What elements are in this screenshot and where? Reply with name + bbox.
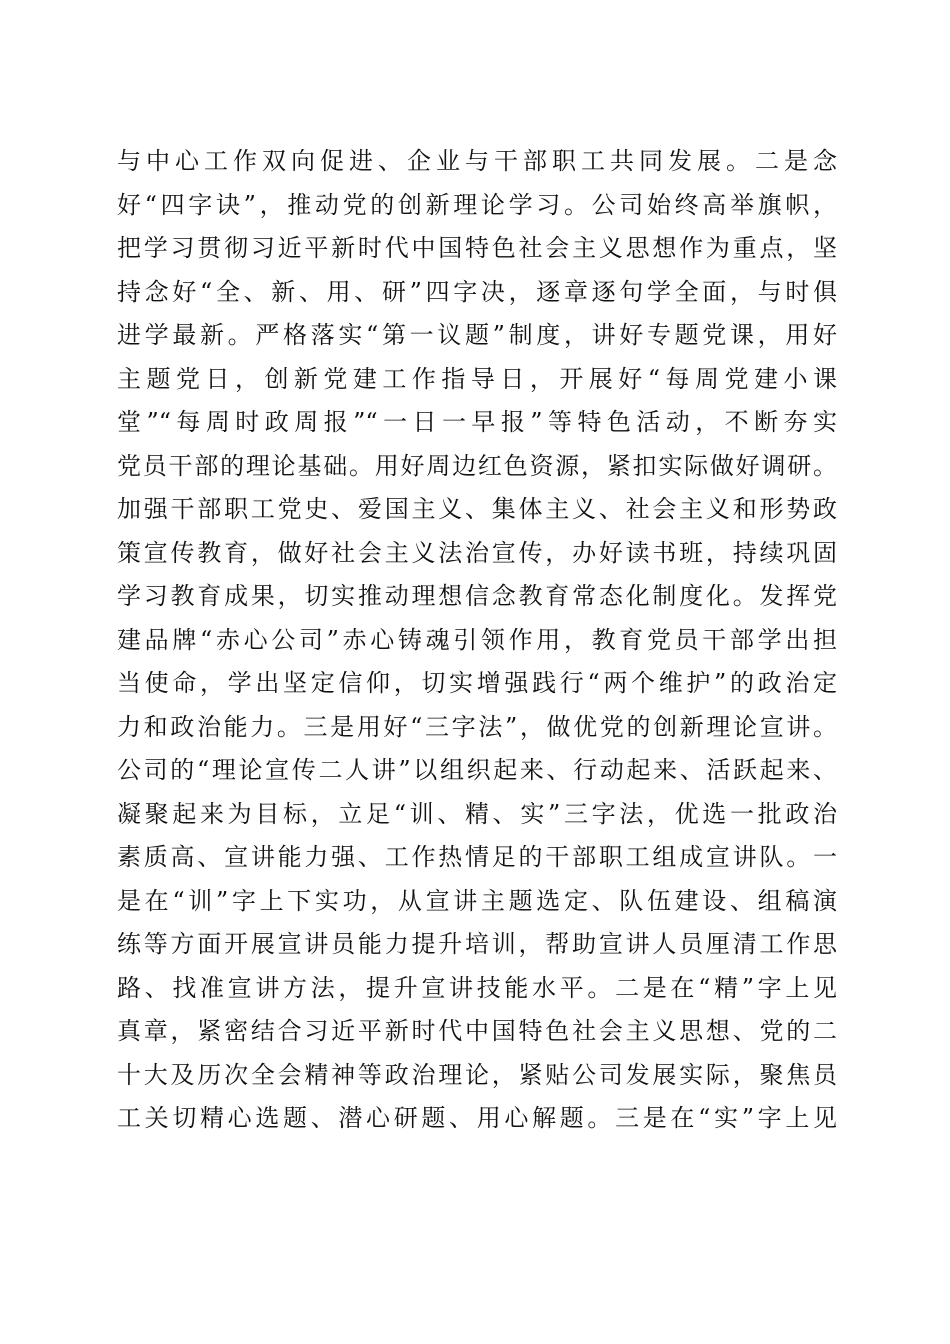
text-line: 力和政治能力。三是用好“三字法”，做优党的创新理论宣讲。 bbox=[117, 712, 837, 741]
text-line: 凝聚起来为目标，立足“训、精、实”三字法，优选一批政治 bbox=[117, 799, 837, 828]
text-line: 主题党日，创新党建工作指导日，开展好“每周党建小课 bbox=[117, 364, 837, 393]
text-line: 素质高、宣讲能力强、工作热情足的干部职工组成宣讲队。一 bbox=[117, 843, 837, 871]
text-line: 持念好“全、新、用、研”四字决，逐章逐句学全面，与时俱 bbox=[117, 277, 837, 306]
text-line: 与中心工作双向促进、企业与干部职工共同发展。二是念 bbox=[117, 147, 837, 175]
text-line: 十大及历次全会精神等政治理论，紧贴公司发展实际，聚焦员 bbox=[117, 1060, 837, 1089]
text-line: 真章，紧密结合习近平新时代中国特色社会主义思想、党的二 bbox=[117, 1017, 837, 1045]
text-line: 是在“训”字上下实功，从宣讲主题选定、队伍建设、组稿演 bbox=[117, 886, 837, 915]
text-line: 党员干部的理论基础。用好周边红色资源，紧扣实际做好调研。 bbox=[117, 451, 837, 480]
text-line: 建品牌“赤心公司”赤心铸魂引领作用，教育党员干部学出担 bbox=[117, 625, 837, 654]
text-line: 当使命，学出坚定信仰，切实增强践行“两个维护”的政治定 bbox=[117, 669, 837, 697]
text-line: 路、找准宣讲方法，提升宣讲技能水平。二是在“精”字上见 bbox=[117, 973, 837, 1002]
text-line: 公司的“理论宣传二人讲”以组织起来、行动起来、活跃起来、 bbox=[117, 756, 837, 784]
text-line: 学习教育成果，切实推动理想信念教育常态化制度化。发挥党 bbox=[117, 582, 837, 610]
text-line: 堂”“每周时政周报”“一日一早报”等特色活动，不断夯实 bbox=[117, 408, 837, 436]
text-line: 进学最新。严格落实“第一议题”制度，讲好专题党课，用好 bbox=[117, 321, 837, 349]
text-line: 练等方面开展宣讲员能力提升培训，帮助宣讲人员厘清工作思 bbox=[117, 930, 837, 958]
text-line: 把学习贯彻习近平新时代中国特色社会主义思想作为重点，坚 bbox=[117, 234, 837, 262]
body-paragraph bbox=[117, 140, 837, 1141]
text-line: 策宣传教育，做好社会主义法治宣传，办好读书班，持续巩固 bbox=[117, 538, 837, 567]
text-line: 加强干部职工党史、爱国主义、集体主义、社会主义和形势政 bbox=[117, 495, 837, 523]
text-line: 工关切精心选题、潜心研题、用心解题。三是在“实”字上见 bbox=[117, 1104, 837, 1132]
text-line: 好“四字诀”，推动党的创新理论学习。公司始终高举旗帜， bbox=[117, 190, 837, 219]
